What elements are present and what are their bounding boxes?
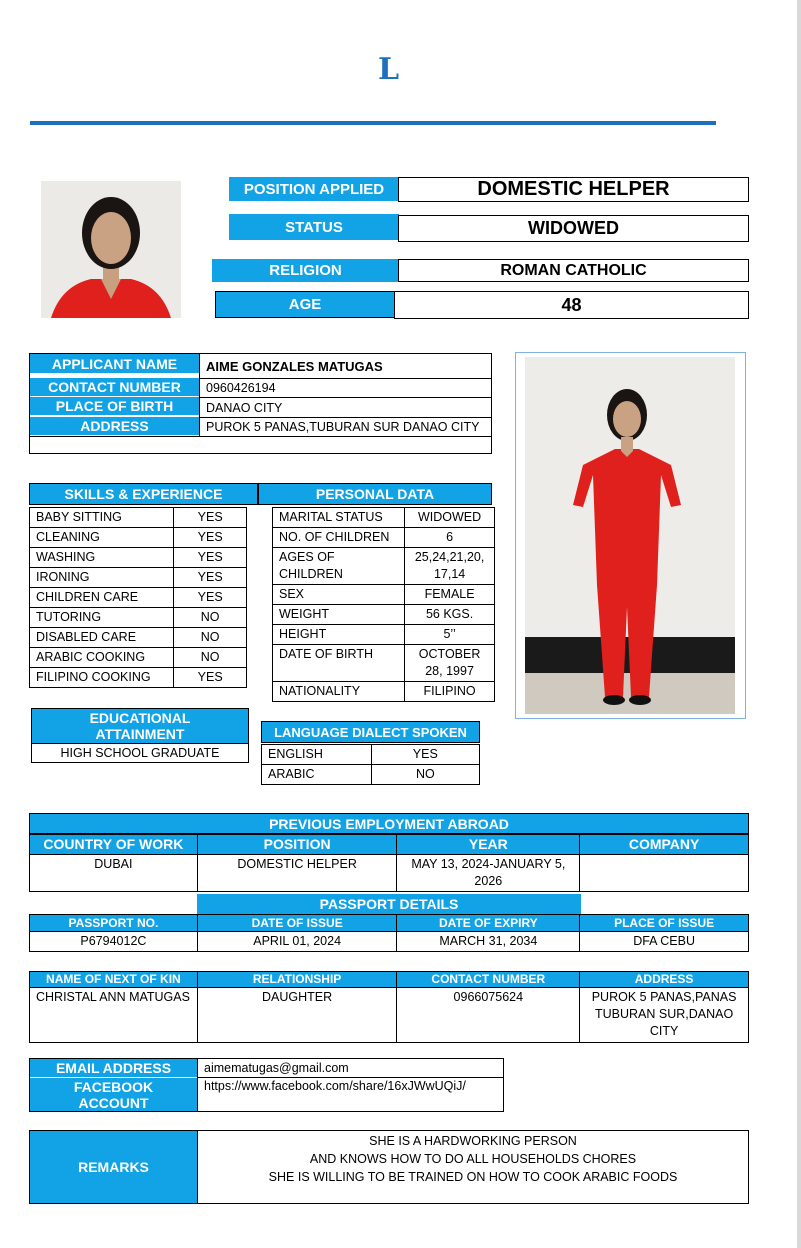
education-value: HIGH SCHOOL GRADUATE (31, 743, 249, 763)
skill-row-label: DISABLED CARE (30, 628, 174, 648)
status-value: WIDOWED (398, 215, 749, 242)
employment-header-company: COMPANY (580, 835, 749, 855)
kin-row (30, 988, 749, 1043)
personal-row-value: FEMALE (405, 585, 495, 605)
personal-row-label: NO. OF CHILDREN (273, 528, 405, 548)
status-label: STATUS (229, 214, 399, 240)
kin-contact-number: 0966075624 (397, 988, 580, 1043)
kin-header-relationship: RELATIONSHIP (197, 972, 397, 988)
applicant-headshot-photo (41, 181, 181, 318)
personal-row (273, 605, 495, 625)
skill-row-value: NO (174, 608, 247, 628)
email-label: EMAIL ADDRESS (30, 1059, 197, 1077)
employment-year: MAY 13, 2024-JANUARY 5, 2026 (397, 855, 580, 892)
applicant-fullbody-photo-frame (515, 352, 746, 719)
skill-row-label: WASHING (30, 548, 174, 568)
personal-row (273, 548, 495, 585)
language-table (261, 744, 480, 785)
skill-row-label: IRONING (30, 568, 174, 588)
personal-row (273, 645, 495, 682)
blank-row (30, 436, 491, 453)
facebook-label: FACEBOOK ACCOUNT (30, 1078, 197, 1111)
language-row-label: ENGLISH (262, 745, 372, 765)
passport-header-place: PLACE OF ISSUE (580, 915, 749, 932)
remarks-line: AND KNOWS HOW TO DO ALL HOUSEHOLDS CHORES (309, 1152, 637, 1166)
language-row-label: ARABIC (262, 765, 372, 785)
employment-position: DOMESTIC HELPER (197, 855, 397, 892)
age-label: AGE (215, 291, 395, 318)
skill-row-value: YES (174, 548, 247, 568)
skill-row-value: YES (174, 588, 247, 608)
skill-row (30, 548, 247, 568)
skill-row (30, 628, 247, 648)
page-edge (797, 0, 801, 1248)
skill-row-label: BABY SITTING (30, 508, 174, 528)
passport-header-number: PASSPORT NO. (30, 915, 198, 932)
remarks-label: REMARKS (30, 1131, 197, 1203)
kin-address: PUROK 5 PANAS,PANAS TUBURAN SUR,DANAO CITY (580, 988, 749, 1043)
skill-row-label: CHILDREN CARE (30, 588, 174, 608)
facebook-value: https://www.facebook.com/share/16xJWwUQiJ/ (197, 1078, 503, 1111)
position-applied-label: POSITION APPLIED (229, 177, 399, 201)
personal-data-table (272, 507, 495, 702)
remarks-text (197, 1131, 748, 1203)
skills-title: SKILLS & EXPERIENCE (29, 483, 258, 505)
skill-row (30, 588, 247, 608)
remarks-box (29, 1130, 749, 1204)
employment-country: DUBAI (30, 855, 198, 892)
personal-row-label: WEIGHT (273, 605, 405, 625)
skill-row (30, 668, 247, 688)
next-of-kin-table (29, 971, 749, 1043)
employment-row (30, 855, 749, 892)
applicant-info-table (29, 353, 492, 454)
remarks-line: SHE IS WILLING TO BE TRAINED ON HOW TO COOK ARABIC FOODS (268, 1170, 678, 1184)
passport-expiry-date: MARCH 31, 2034 (397, 932, 580, 952)
applicant-name-label: APPLICANT NAME (30, 354, 199, 373)
skill-row-value: YES (174, 668, 247, 688)
skill-row-label: ARABIC COOKING (30, 648, 174, 668)
skill-row-value: NO (174, 628, 247, 648)
skill-row-label: FILIPINO COOKING (30, 668, 174, 688)
passport-title: PASSPORT DETAILS (197, 894, 581, 914)
skill-row-value: NO (174, 648, 247, 668)
personal-row-value: 56 KGS. (405, 605, 495, 625)
skill-row (30, 648, 247, 668)
language-row-value: YES (371, 745, 479, 765)
personal-row-label: AGES OF CHILDREN (273, 548, 405, 585)
employment-header-position: POSITION (197, 835, 397, 855)
employment-table (29, 834, 749, 892)
online-contacts-table (29, 1058, 504, 1112)
personal-row-label: NATIONALITY (273, 682, 405, 702)
religion-label: RELIGION (212, 259, 399, 282)
applicant-name-value: AIME GONZALES MATUGAS (199, 354, 491, 378)
contact-number-value: 0960426194 (199, 378, 491, 397)
skill-row (30, 528, 247, 548)
remarks-line: SHE IS A HARDWORKING PERSON (369, 1134, 577, 1148)
kin-header-name: NAME OF NEXT OF KIN (30, 972, 198, 988)
language-row (262, 765, 480, 785)
education-title: EDUCATIONAL ATTAINMENT (31, 708, 249, 744)
applicant-fullbody-photo (525, 357, 735, 714)
kin-header-address: ADDRESS (580, 972, 749, 988)
personal-row-value: FILIPINO (405, 682, 495, 702)
employment-company (580, 855, 749, 892)
place-of-birth-value: DANAO CITY (199, 397, 491, 417)
personal-row (273, 508, 495, 528)
kin-header-contact: CONTACT NUMBER (397, 972, 580, 988)
passport-number: P6794012C (30, 932, 198, 952)
skill-row-label: TUTORING (30, 608, 174, 628)
personal-row (273, 585, 495, 605)
employment-title: PREVIOUS EMPLOYMENT ABROAD (29, 813, 749, 834)
personal-row-value: WIDOWED (405, 508, 495, 528)
skill-row (30, 508, 247, 528)
personal-row (273, 528, 495, 548)
age-value: 48 (394, 291, 749, 319)
address-label: ADDRESS (30, 417, 199, 435)
language-title: LANGUAGE DIALECT SPOKEN (261, 721, 480, 743)
passport-header-expiry: DATE OF EXPIRY (397, 915, 580, 932)
passport-place-of-issue: DFA CEBU (580, 932, 749, 952)
skill-row-label: CLEANING (30, 528, 174, 548)
personal-row-value: 6 (405, 528, 495, 548)
personal-row-label: MARITAL STATUS (273, 508, 405, 528)
skills-table (29, 507, 247, 688)
religion-value: ROMAN CATHOLIC (398, 259, 749, 282)
passport-issue-date: APRIL 01, 2024 (197, 932, 397, 952)
kin-name: CHRISTAL ANN MATUGAS (30, 988, 198, 1043)
address-value: PUROK 5 PANAS,TUBURAN SUR DANAO CITY (199, 417, 491, 436)
personal-row (273, 625, 495, 645)
passport-header-issue: DATE OF ISSUE (197, 915, 397, 932)
place-of-birth-label: PLACE OF BIRTH (30, 397, 199, 415)
employment-header-year: YEAR (397, 835, 580, 855)
personal-row-label: SEX (273, 585, 405, 605)
language-row (262, 745, 480, 765)
position-applied-value: DOMESTIC HELPER (398, 177, 749, 202)
personal-row-label: HEIGHT (273, 625, 405, 645)
skill-row-value: YES (174, 528, 247, 548)
personal-data-title: PERSONAL DATA (258, 483, 492, 505)
personal-row (273, 682, 495, 702)
skill-row-value: YES (174, 508, 247, 528)
passport-row (30, 932, 749, 952)
personal-row-value: OCTOBER 28, 1997 (405, 645, 495, 682)
personal-row-label: DATE OF BIRTH (273, 645, 405, 682)
skill-row (30, 608, 247, 628)
employment-header-country: COUNTRY OF WORK (30, 835, 198, 855)
skill-row-value: YES (174, 568, 247, 588)
agency-logo-letter: L (378, 52, 400, 87)
kin-relationship: DAUGHTER (197, 988, 397, 1043)
header-rule (30, 121, 716, 125)
skill-row (30, 568, 247, 588)
language-row-value: NO (371, 765, 479, 785)
passport-table (29, 914, 749, 952)
personal-row-value: 25,24,21,20, 17,14 (405, 548, 495, 585)
personal-row-value: 5’’ (405, 625, 495, 645)
email-value: aimematugas@gmail.com (197, 1059, 503, 1078)
contact-number-label: CONTACT NUMBER (30, 378, 199, 396)
